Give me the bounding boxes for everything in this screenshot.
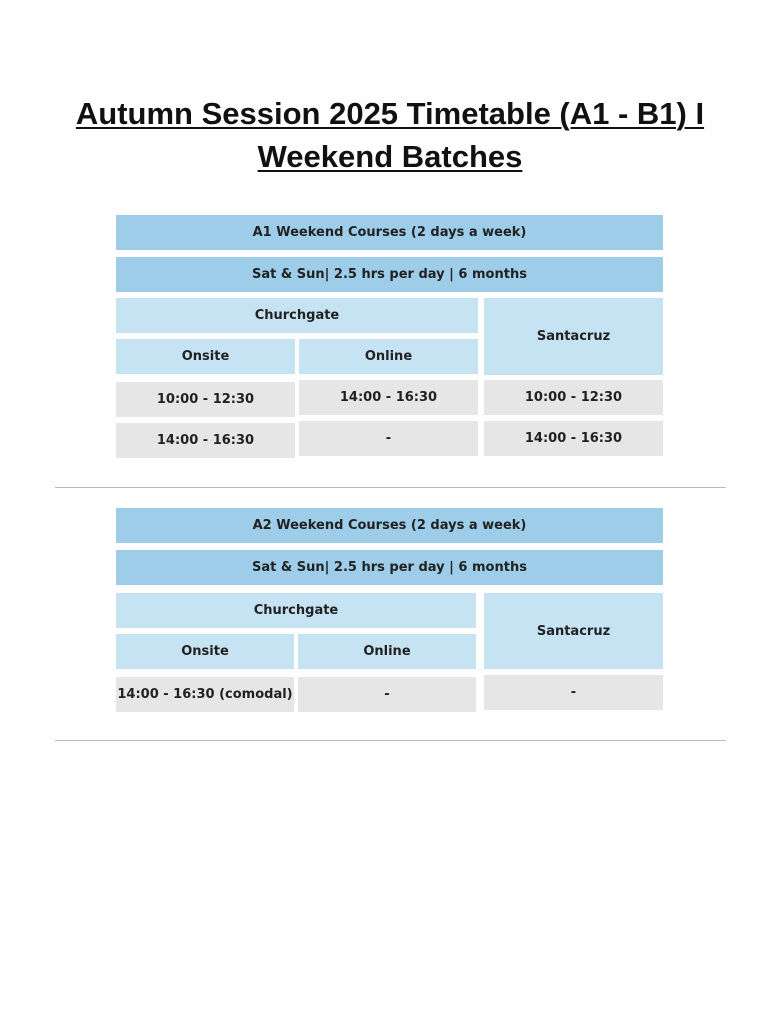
table-cell: - xyxy=(299,421,478,456)
table-cell: - xyxy=(298,677,476,712)
title-line-1: Autumn Session 2025 Timetable (A1 - B1) I xyxy=(75,96,705,131)
table-cell: 14:00 - 16:30 xyxy=(116,423,295,458)
section-divider xyxy=(55,487,726,488)
table-heading: A1 Weekend Courses (2 days a week) xyxy=(116,215,663,250)
location-header-churchgate: Churchgate xyxy=(116,593,476,628)
table-cell: - xyxy=(484,675,663,710)
section-divider xyxy=(55,740,726,741)
title-line-2: Weekend Batches xyxy=(257,139,523,174)
table-heading: A2 Weekend Courses (2 days a week) xyxy=(116,508,663,543)
timetable-a1 xyxy=(116,215,663,460)
table-cell: 10:00 - 12:30 xyxy=(484,380,663,415)
mode-header-onsite: Onsite xyxy=(116,339,295,374)
table-cell: 14:00 - 16:30 xyxy=(299,380,478,415)
mode-header-onsite: Onsite xyxy=(116,634,294,669)
schedule-row: Sat & Sun| 2.5 hrs per day | 6 months xyxy=(116,550,663,585)
page-title xyxy=(40,92,740,178)
location-header-santacruz: Santacruz xyxy=(484,298,663,375)
mode-header-online: Online xyxy=(299,339,478,374)
table-cell: 14:00 - 16:30 xyxy=(484,421,663,456)
timetable-a2 xyxy=(116,508,663,713)
schedule-row: Sat & Sun| 2.5 hrs per day | 6 months xyxy=(116,257,663,292)
table-cell: 14:00 - 16:30 (comodal) xyxy=(116,677,294,712)
location-header-santacruz: Santacruz xyxy=(484,593,663,669)
mode-header-online: Online xyxy=(298,634,476,669)
location-header-churchgate: Churchgate xyxy=(116,298,478,333)
table-cell: 10:00 - 12:30 xyxy=(116,382,295,417)
